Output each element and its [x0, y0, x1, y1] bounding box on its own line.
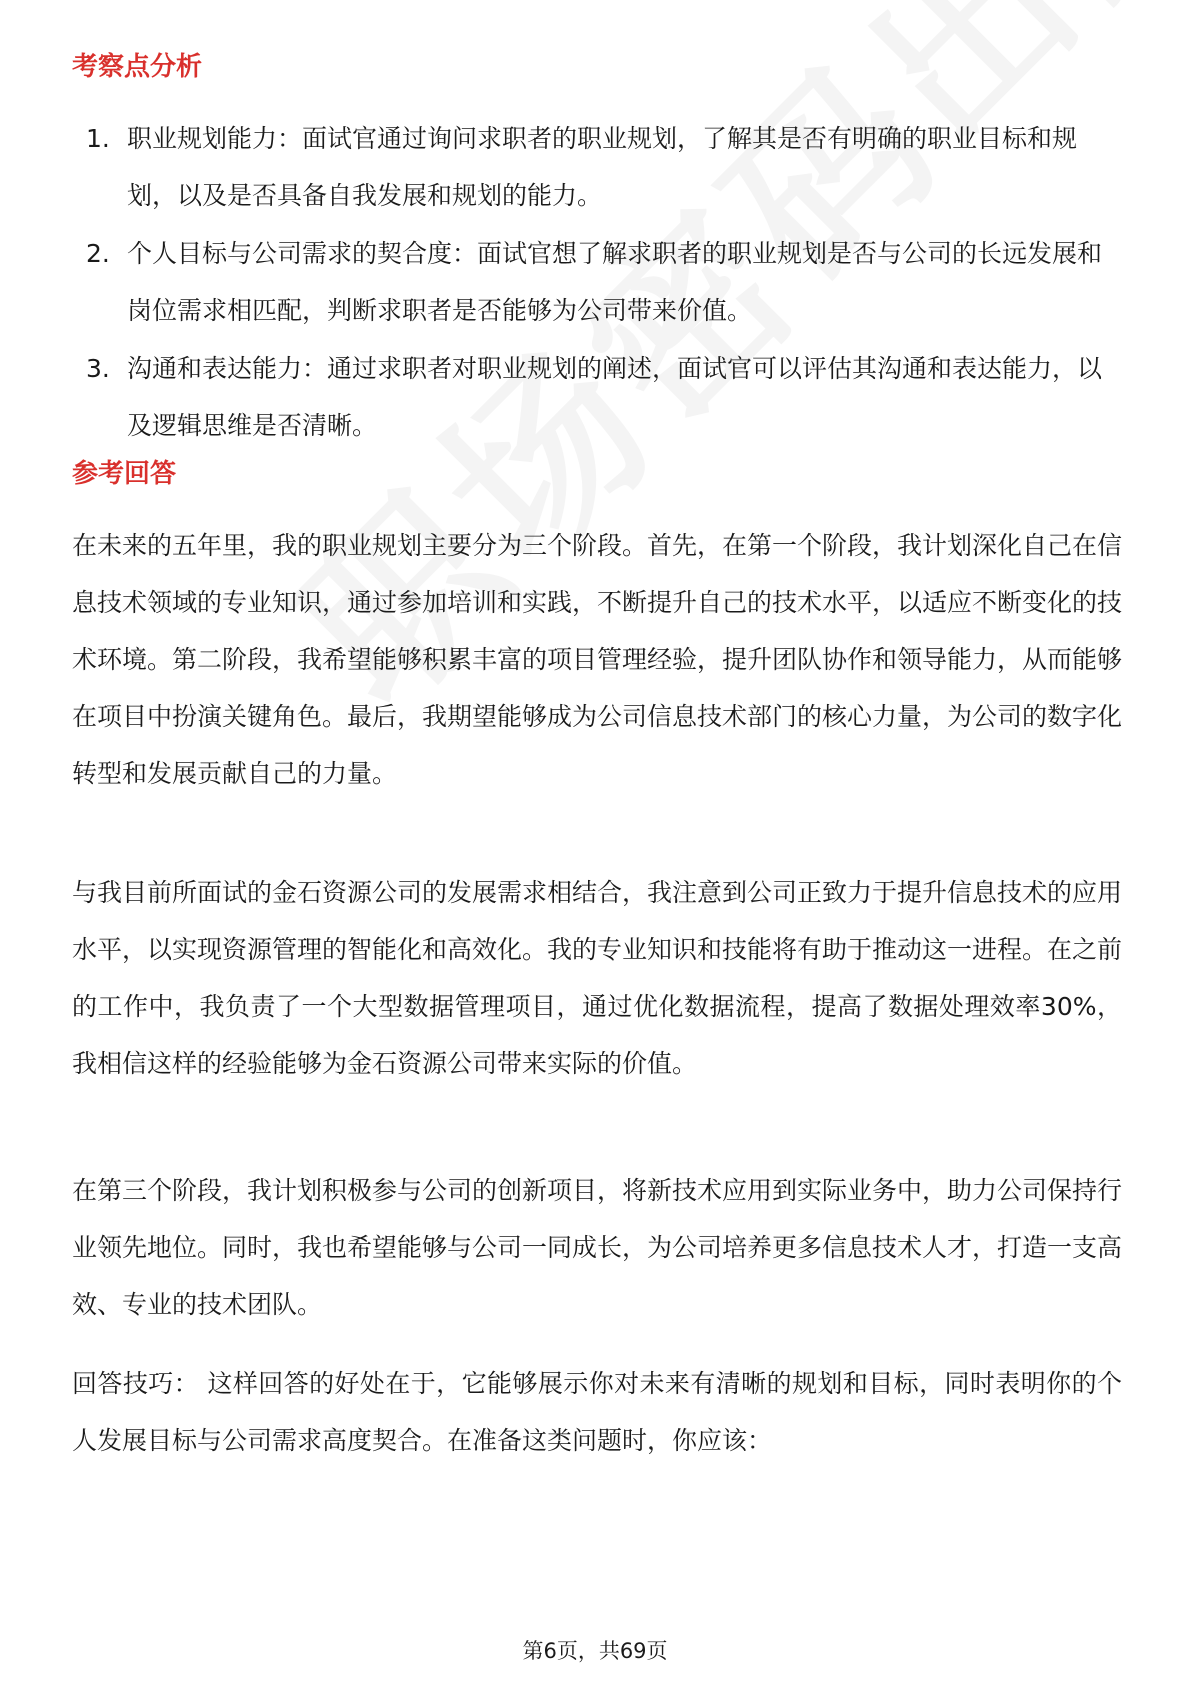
list-item-text: 沟通和表达能力：通过求职者对职业规划的阐述，面试官可以评估其沟通和表达能力，以及逻辑思维是否清晰。 [127, 354, 1103, 440]
list-item [72, 340, 1122, 454]
answer-tips-paragraph: 回答技巧： 这样回答的好处在于，它能够展示你对未来有清晰的规划和目标，同时表明你的个人发展目标与公司需求高度契合。在准备这类问题时，你应该： [72, 1369, 1122, 1455]
list-item [72, 110, 1122, 224]
list-item [72, 225, 1122, 339]
section-title-reference: 参考回答 [72, 459, 177, 489]
list-item-number: 2. [86, 239, 110, 268]
answer-paragraph: 与我目前所面试的金石资源公司的发展需求相结合，我注意到公司正致力于提升信息技术的应用水平，以实现资源管理的智能化和高效化。我的专业知识和技能将有助于推动这一进程。在之前的工作中，我负责了一个大型数据管理项目，通过优化数据流程，提高了数据处理效率30%，我相信这样的经验能够为金石资源公司带来实际的价值。 [72, 878, 1123, 1078]
list-item-text: 职业规划能力：面试官通过询问求职者的职业规划，了解其是否有明确的职业目标和规划，以及是否具备自我发展和规划的能力。 [127, 124, 1078, 210]
list-item-number: 3. [86, 354, 110, 383]
list-item-text: 个人目标与公司需求的契合度：面试官想了解求职者的职业规划是否与公司的长远发展和岗位需求相匹配，判断求职者是否能够为公司带来价值。 [127, 239, 1103, 325]
section-title-analysis: 考察点分析 [72, 52, 203, 82]
answer-paragraph: 在未来的五年里，我的职业规划主要分为三个阶段。首先，在第一个阶段，我计划深化自己在信息技术领域的专业知识，通过参加培训和实践，不断提升自己的技术水平，以适应不断变化的技术环境。第二阶段，我希望能够积累丰富的项目管理经验，提升团队协作和领导能力，从而能够在项目中扮演关键角色。最后，我期望能够成为公司信息技术部门的核心力量，为公司的数字化转型和发展贡献自己的力量。 [72, 531, 1123, 788]
page-number-footer: 第6页，共69页 [522, 1639, 668, 1663]
analysis-list [72, 110, 1122, 455]
answer-paragraph: 在第三个阶段，我计划积极参与公司的创新项目，将新技术应用到实际业务中，助力公司保持行业领先地位。同时，我也希望能够与公司一同成长，为公司培养更多信息技术人才，打造一支高效、专业的技术团队。 [72, 1176, 1123, 1319]
list-item-number: 1. [86, 124, 110, 153]
